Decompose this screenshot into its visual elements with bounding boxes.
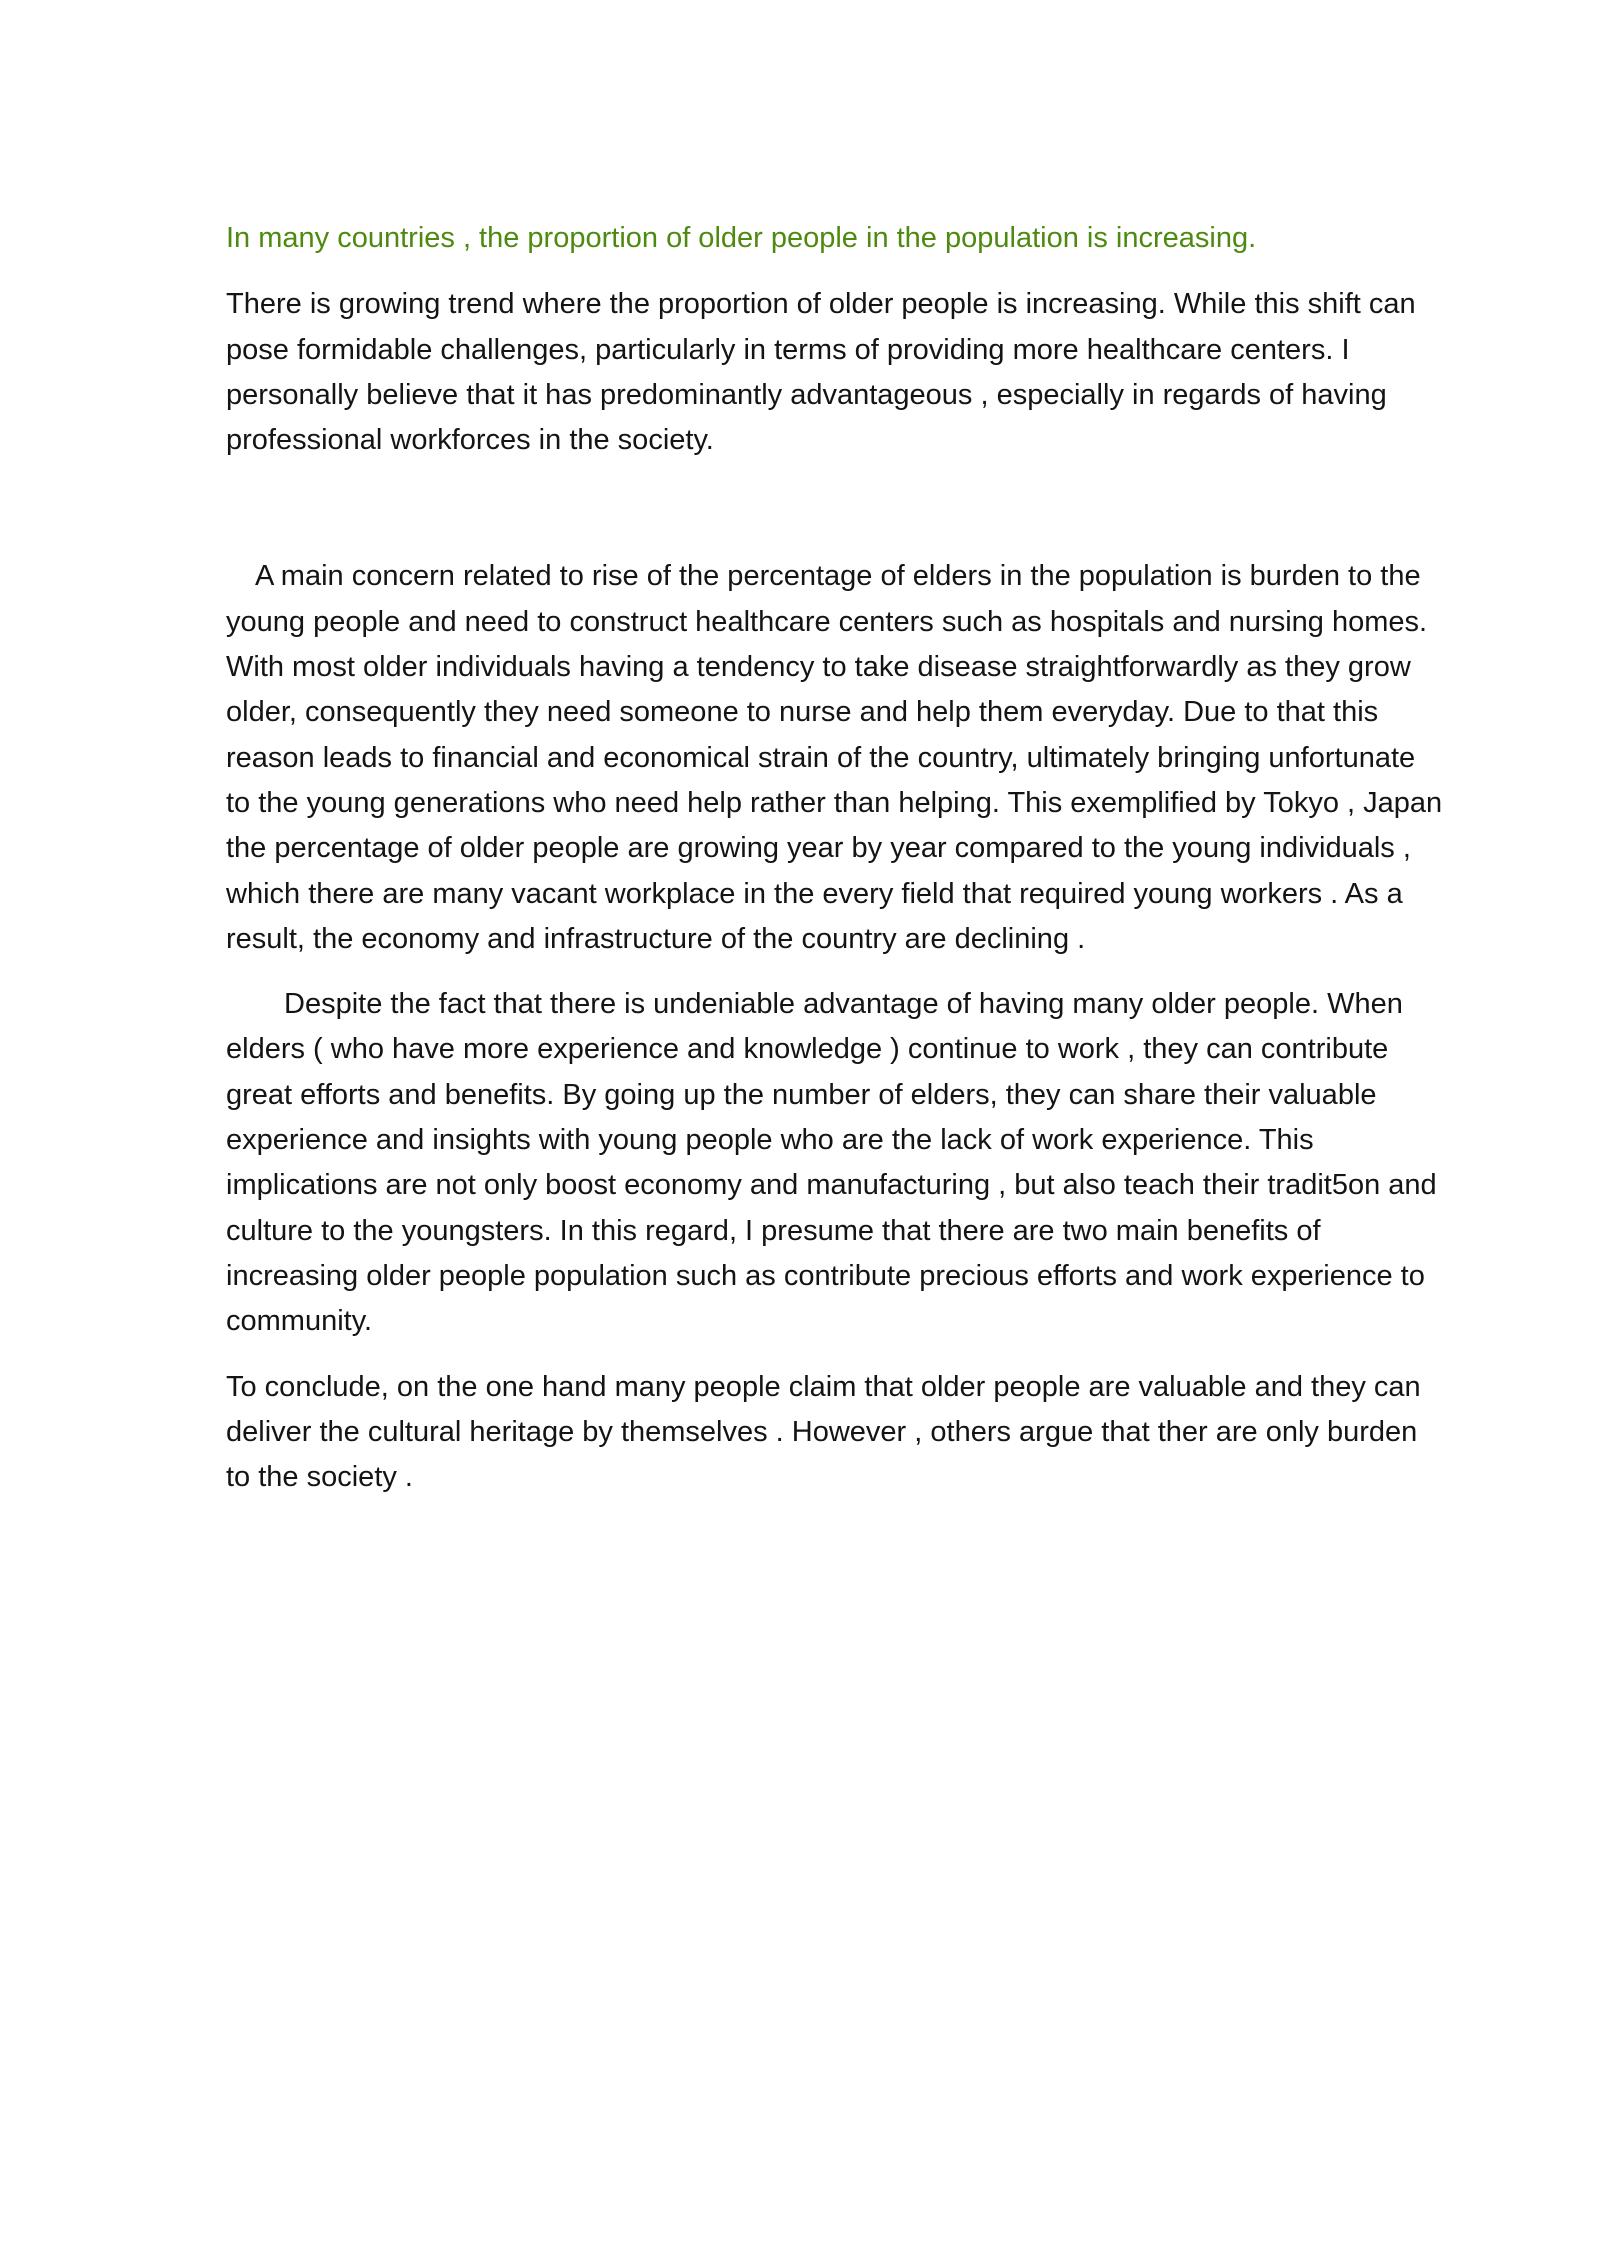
text-line: culture to the youngsters. In this regard, I presume that there are two main benefits of — [226, 1214, 1321, 1247]
text-line: older, consequently they need someone to nurse and help them everyday. Due to that this — [226, 696, 1379, 729]
text-line: implications are not only boost economy and manufacturing , but also teach their tradit5on and — [226, 1169, 1437, 1202]
text-line: to the young generations who need help rather than helping. This exemplified by Tokyo , Japan — [226, 786, 1443, 819]
text-line: A main concern related to rise of the percentage of elders in the population is burden to the — [255, 560, 1421, 593]
text-line: which there are many vacant workplace in the every field that required young workers . As a — [226, 877, 1403, 910]
text-line: community. — [226, 1305, 373, 1338]
text-line: young people and need to construct healthcare centers such as hospitals and nursing homes. — [226, 605, 1428, 638]
text-line: elders ( who have more experience and knowledge ) continue to work , they can contribute — [226, 1033, 1389, 1066]
text-line: To conclude, on the one hand many people claim that older people are valuable and they can — [226, 1370, 1421, 1403]
paragraph-body-1 — [226, 554, 1466, 962]
text-line: experience and insights with young people who are the lack of work experience. This — [226, 1124, 1314, 1157]
paragraph-conclusion — [226, 1365, 1466, 1501]
text-line: the percentage of older people are growing year by year compared to the young individuals , — [226, 832, 1411, 865]
text-line: Despite the fact that there is undeniable advantage of having many older people. When — [284, 988, 1403, 1021]
paragraph-spacer — [226, 1345, 1466, 1365]
text-line: pose formidable challenges, particularly in terms of providing more healthcare centers. I — [226, 333, 1350, 366]
paragraph-body-2 — [226, 982, 1466, 1344]
document-body — [226, 216, 1466, 1500]
text-line: increasing older people population such as contribute precious efforts and work experience to — [226, 1259, 1425, 1292]
text-line: There is growing trend where the proportion of older people is increasing. While this shift can — [226, 288, 1416, 321]
text-line: deliver the cultural heritage by themselves . However , others argue that ther are only burden — [226, 1415, 1418, 1448]
text-line: great efforts and benefits. By going up the number of elders, they can share their valuable — [226, 1078, 1377, 1111]
paragraph-spacer — [226, 463, 1466, 554]
text-line: professional workforces in the society. — [226, 424, 714, 457]
text-line: to the society . — [226, 1461, 413, 1494]
text-line: result, the economy and infrastructure of the country are declining . — [226, 922, 1086, 955]
paragraph-introduction — [226, 282, 1466, 463]
text-line: reason leads to financial and economical strain of the country, ultimately bringing unfortunate — [226, 741, 1416, 774]
text-line: With most older individuals having a tendency to take disease straightforwardly as they grow — [226, 651, 1411, 684]
paragraph-spacer — [226, 962, 1466, 982]
essay-title: In many countries , the proportion of older people in the population is increasing. — [226, 222, 1257, 254]
text-line: personally believe that it has predominantly advantageous , especially in regards of having — [226, 378, 1387, 411]
